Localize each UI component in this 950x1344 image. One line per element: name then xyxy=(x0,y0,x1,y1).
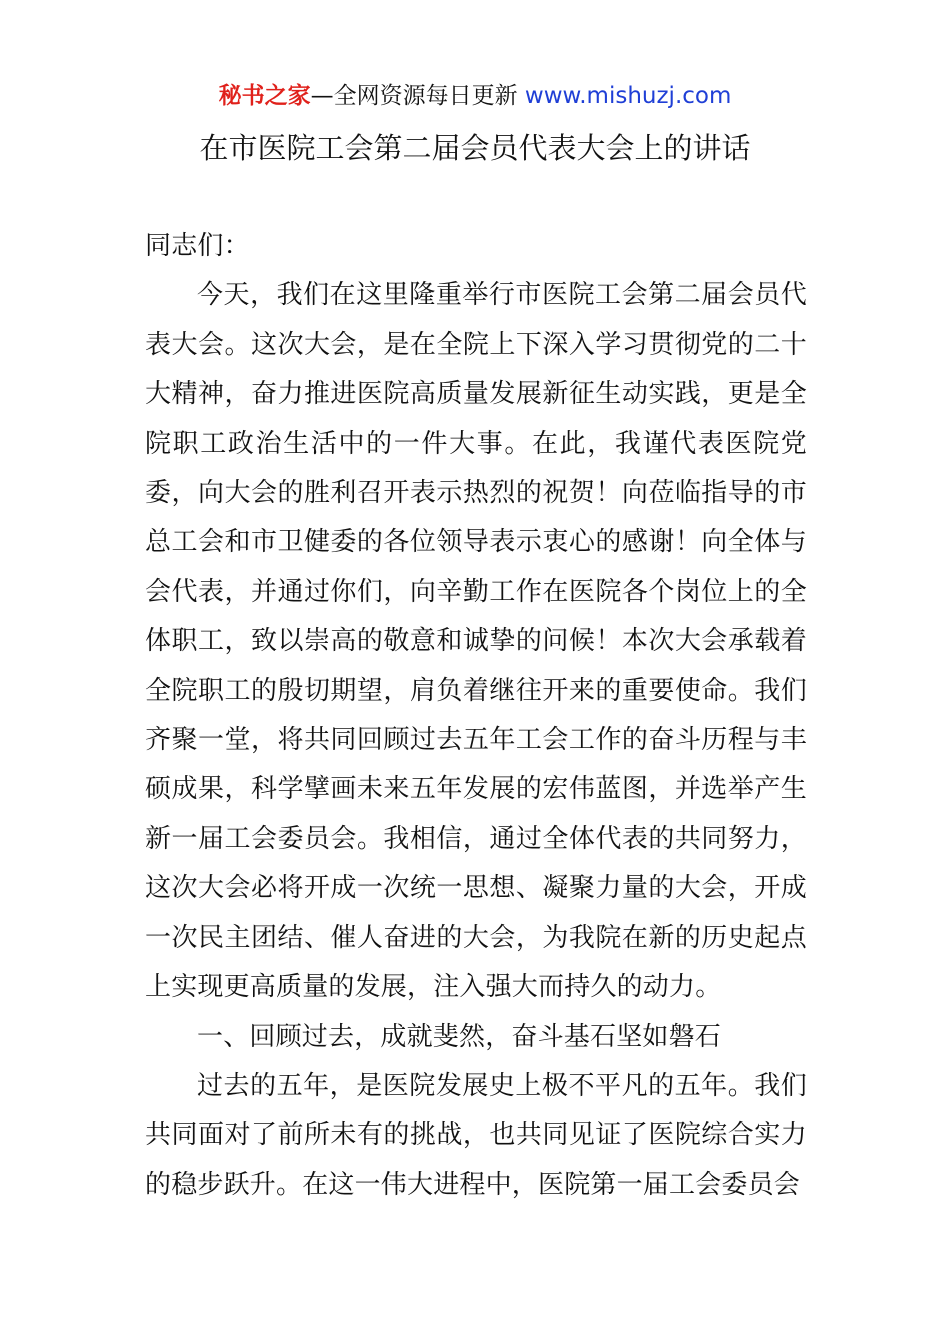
site-url-link[interactable]: www.mishuzj.com xyxy=(524,83,732,109)
document-body xyxy=(145,222,807,1210)
section-heading: 一、回顾过去，成就斐然，奋斗基石坚如磐石 xyxy=(197,1021,722,1052)
site-tagline: —全网资源每日更新 xyxy=(310,83,518,109)
salutation: 同志们： xyxy=(145,231,250,261)
site-brand: 秘书之家 xyxy=(218,83,311,109)
paragraph: 过去的五年，是医院发展史上极不平凡的五年。我们共同面对了前所未有的挑战，也共同见证了医院综合实力的稳步跃升。在这一伟大进程中，医院第一届工会委员会 xyxy=(145,1070,807,1200)
document-title: 在市医院工会第二届会员代表大会上的讲话 xyxy=(199,131,751,165)
site-header xyxy=(0,80,950,112)
paragraph: 今天，我们在这里隆重举行市医院工会第二届会员代表大会。这次大会，是在全院上下深入学习贯彻党的二十大精神，奋力推进医院高质量发展新征生动实践，更是全院职工政治生活中的一件大事。在此，我谨代表医院党委，向大会的胜利召开表示热烈的祝贺！向莅临指导的市总工会和市卫健委的各位领导表示衷心的感谢！向全体与会代表，并通过你们，向辛勤工作在医院各个岗位上的全体职工，致以崇高的敬意和诚挚的问候！本次大会承载着全院职工的殷切期望，肩负着继往开来的重要使命。我们齐聚一堂，将共同回顾过去五年工会工作的奋斗历程与丰硕成果，科学擘画未来五年发展的宏伟蓝图，并选举产生新一届工会委员会。我相信，通过全体代表的共同努力，这次大会必将开成一次统一思想、凝聚力量的大会，开成一次民主团结、催人奋进的大会，为我院在新的历史起点上实现更高质量的发展，注入强大而持久的动力。 xyxy=(145,280,807,1003)
